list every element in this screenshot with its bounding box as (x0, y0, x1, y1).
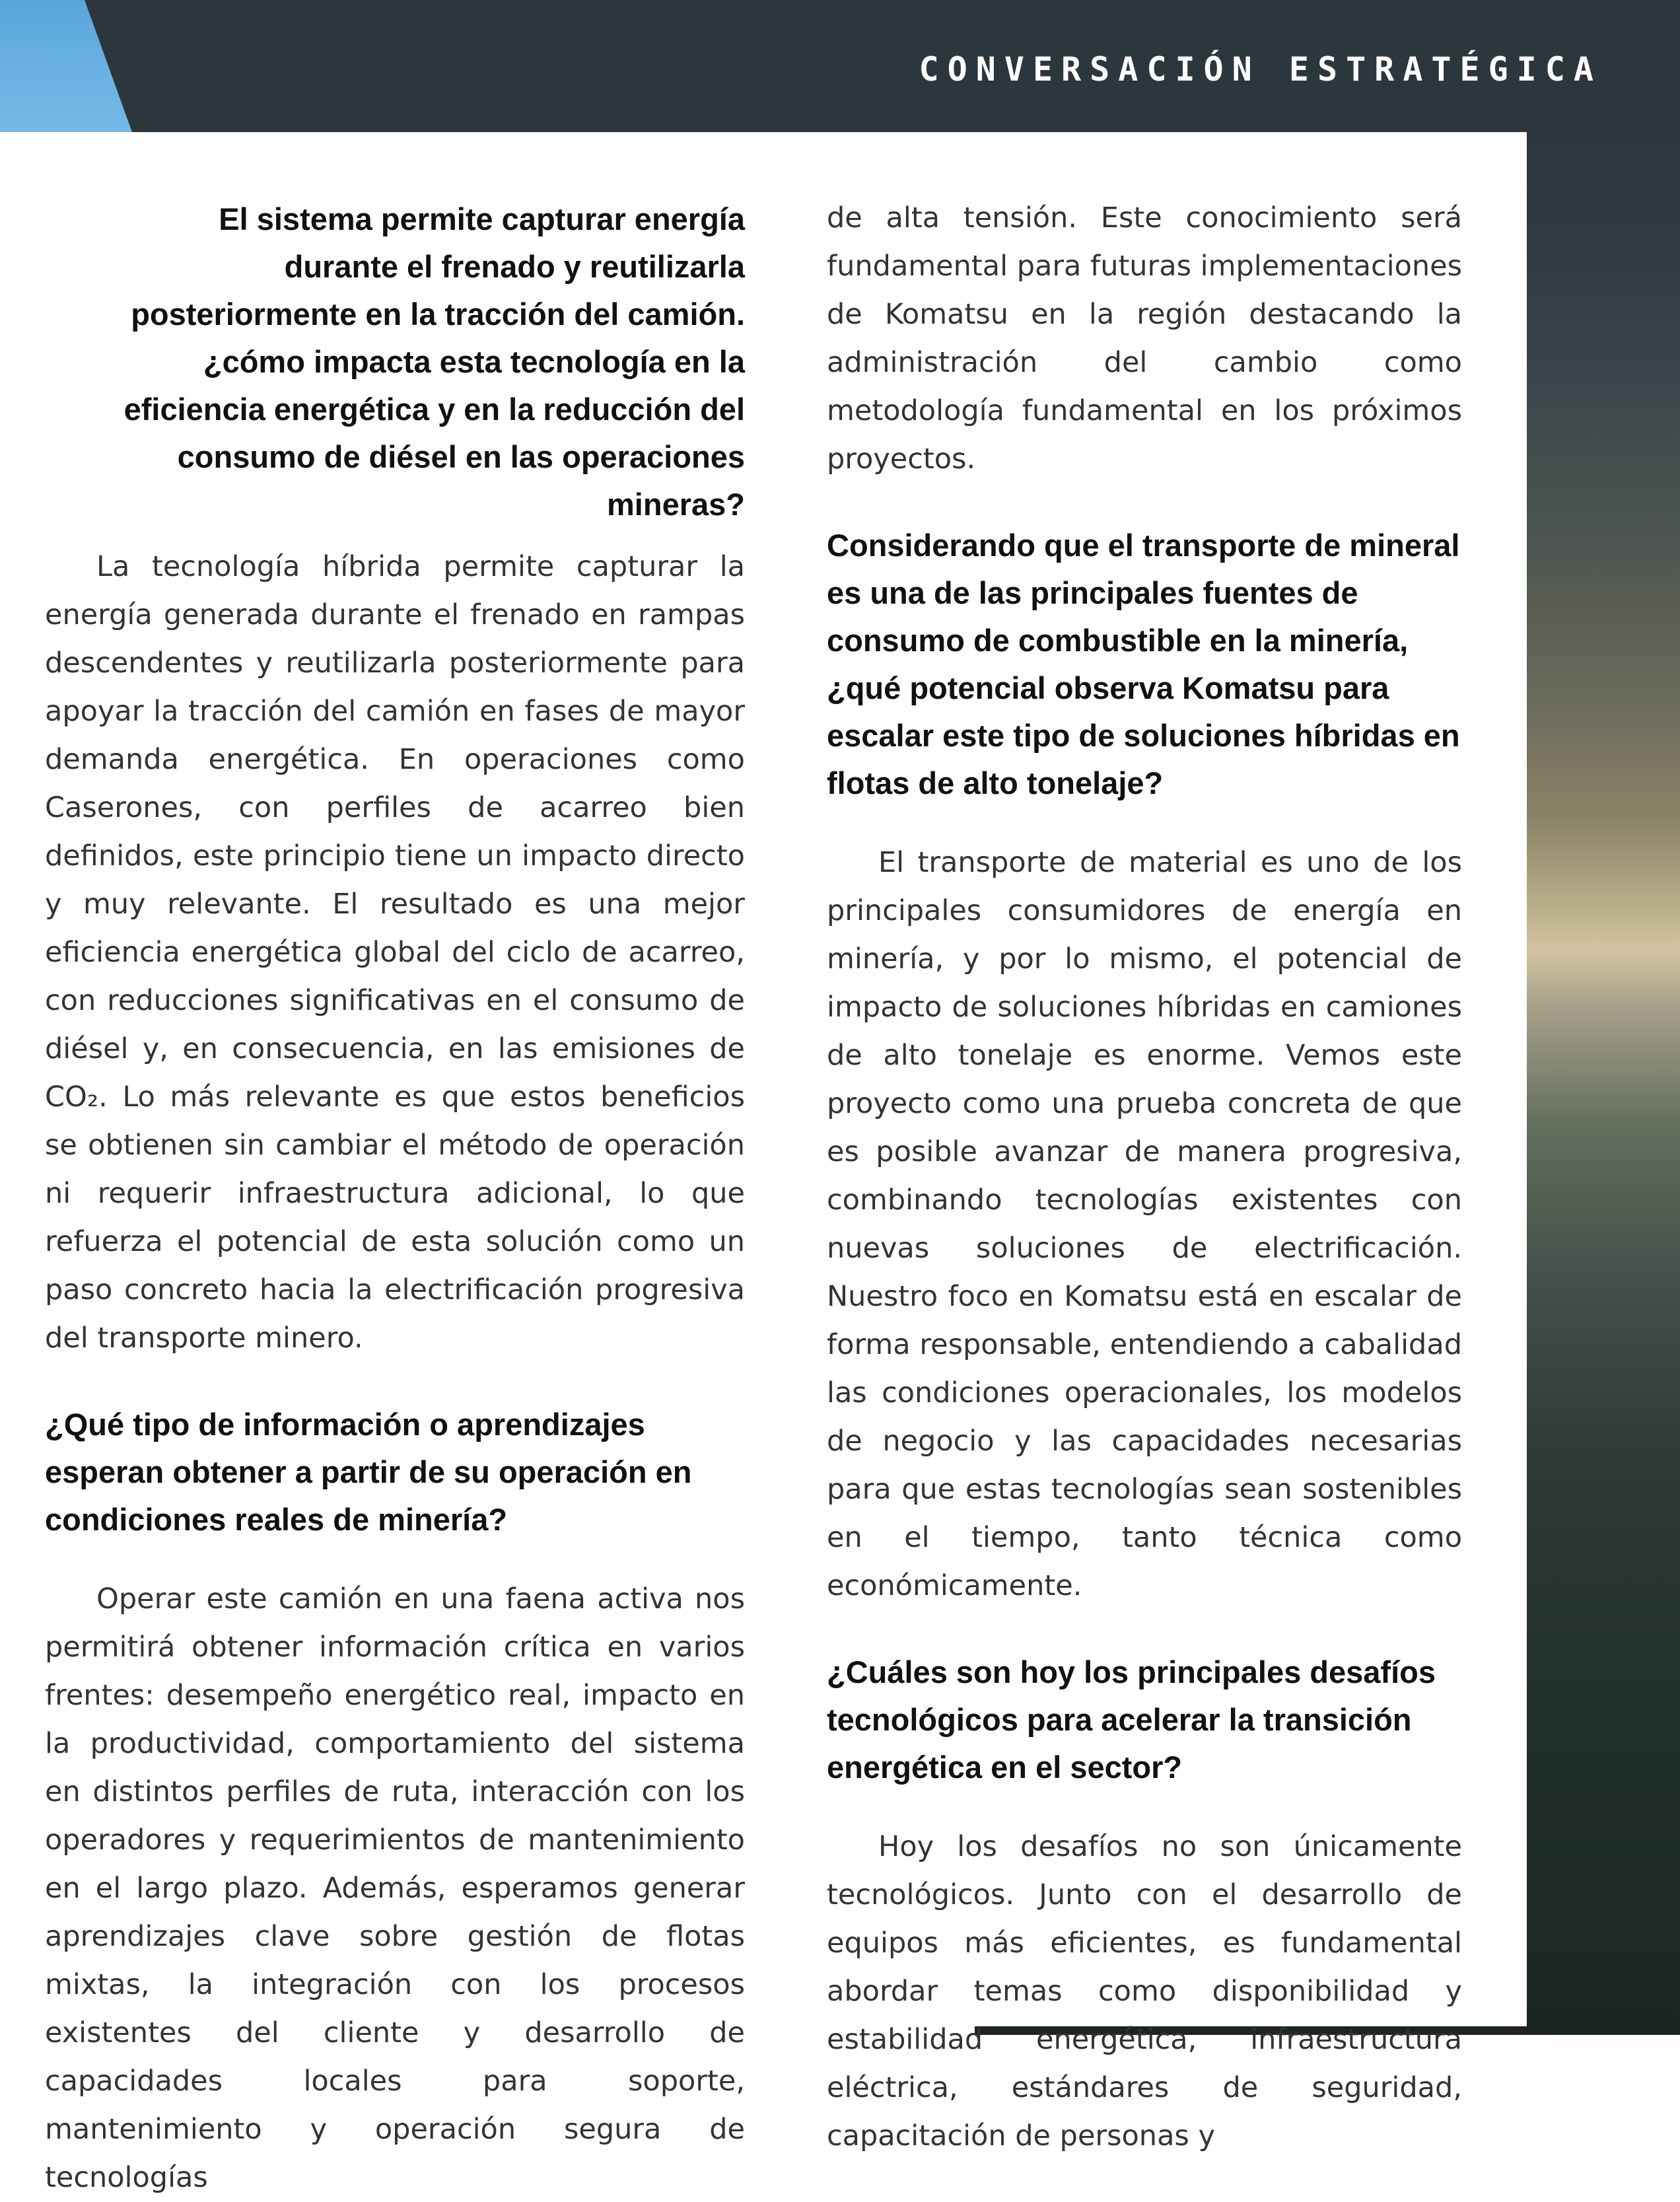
answer-2: Operar este camión en una faena activa nos permitirá obtener información crítica en varios frentes: desempeño energético real, impacto en la productividad, comportamiento del sistema en distintos perfiles de ruta, interacción con los operadores y requerimientos de mantenimiento en el largo plazo. Además, esperamos generar aprendizajes clave sobre gestión de flotas mixtas, la integración con los procesos existentes del cliente y desarrollo de capacidades locales para soporte, mantenimiento y operación segura de tecnologías (45, 1582, 745, 2194)
section-title: CONVERSACIÓN ESTRATÉGICA (919, 50, 1602, 89)
question-3: Considerando que el transporte de mineral es una de las principales fuentes de consumo de combustible en la minería, ¿qué potencial observa Komatsu para escalar este tipo de soluciones híbridas en flotas de alto tonelaje? (827, 528, 1460, 800)
answer-4: Hoy los desafíos no son únicamente tecnológicos. Junto con el desarrollo de equipos más eficientes, es fundamental abordar temas como disponibilidad y estabilidad energética, infraestructura eléctrica, estándares de seguridad, capacitación de personas y (827, 1830, 1462, 2152)
answer-2-continued: de alta tensión. Este conocimiento será fundamental para futuras implementaciones de Komatsu en la región destacando la administración del cambio como metodología fundamental en los próximos proyectos. (827, 201, 1462, 476)
side-landscape-photo (1527, 132, 1680, 2035)
question-4: ¿Cuáles son hoy los principales desafíos tecnológicos para acelerar la transición energética en el sector? (827, 1654, 1436, 1785)
answer-3: El transporte de material es uno de los principales consumidores de energía en minería, y por lo mismo, el potencial de impacto de soluciones híbridas en camiones de alto tonelaje es enorme. Vemos este proyecto como una prueba concreta de que es posible avanzar de manera progresiva, combinando tecnologías existentes con nuevas soluciones de electrificación. Nuestro foco en Komatsu está en escalar de forma responsable, entendiendo a cabalidad las condiciones operacionales, los modelos de negocio y las capacidades necesarias para que estas tecnologías sean sostenibles en el tiempo, tanto técnica como económicamente. (827, 846, 1462, 1602)
header-banner (0, 0, 1680, 132)
right-column (827, 194, 1462, 2160)
question-2: ¿Qué tipo de información o aprendizajes esperan obtener a partir de su operación en condiciones reales de minería? (45, 1407, 692, 1537)
answer-1: La tecnología híbrida permite capturar la energía generada durante el frenado en rampas descendentes y reutilizarla posteriormente para apoyar la tracción del camión en fases de mayor demanda energética. En operaciones como Caserones, con perfiles de acarreo bien definidos, este principio tiene un impacto directo y muy relevante. El resultado es una mejor eficiencia energética global del ciclo de acarreo, con reducciones significativas en el consumo de diésel y, en consecuencia, en las emisiones de CO₂. Lo más relevante es que estos beneficios se obtienen sin cambiar el método de operación ni requerir infraestructura adicional, lo que refuerza el potencial de esta solución como un paso concreto hacia la electrificación progresiva del transporte minero. (45, 550, 745, 1355)
question-1: El sistema permite capturar energía durante el frenado y reutilizarla posteriormente en la tracción del camión. ¿cómo impacta esta tecnología en la eficiencia energética y en la reducción del consumo de diésel en las operaciones mineras? (123, 201, 745, 522)
left-column (45, 195, 745, 2202)
